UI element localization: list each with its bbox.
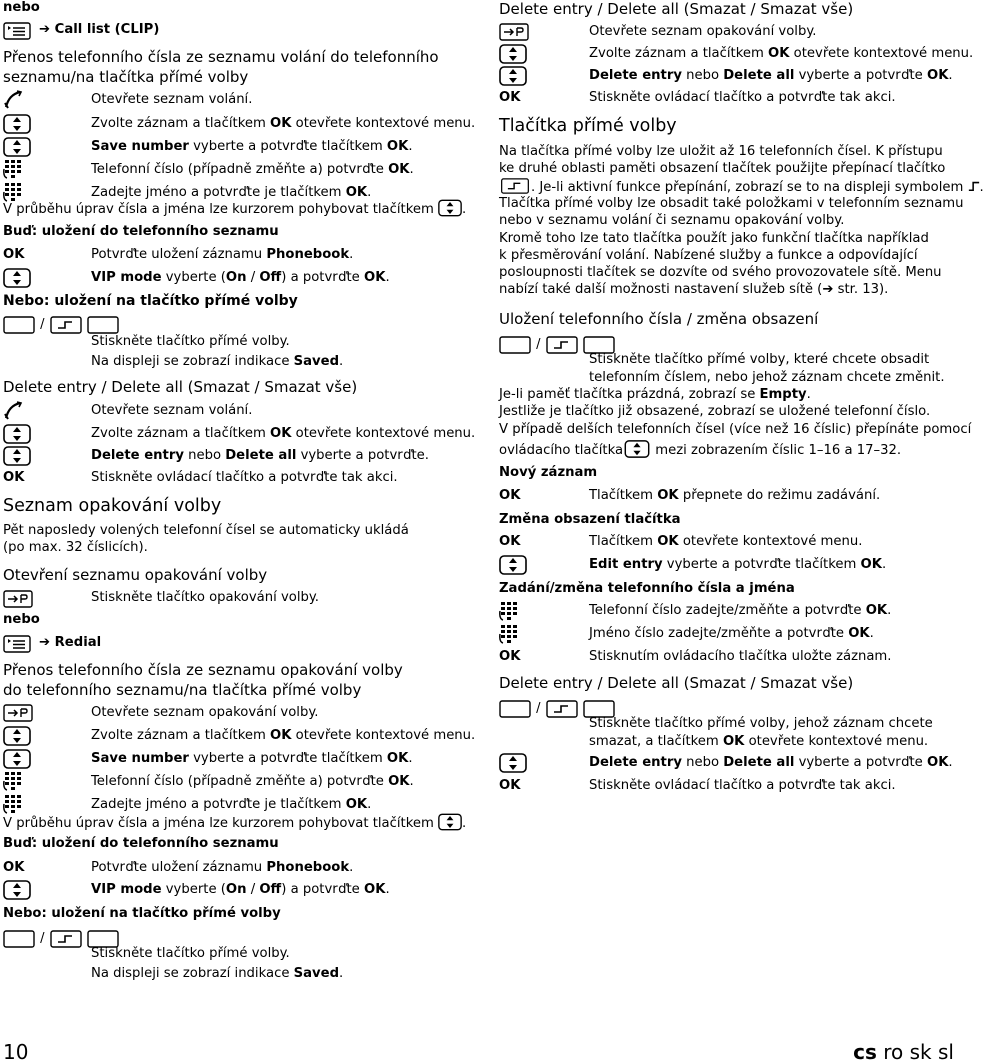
shift-key-icon — [546, 700, 578, 718]
ok-key-label: OK — [499, 90, 521, 105]
shift-key-icon — [50, 930, 82, 948]
redial-heading: Seznam opakování volby — [3, 496, 222, 516]
nav-key-icon — [499, 44, 527, 68]
step-vip-mode-2: VIP mode vyberte (On / Off) a potvrďte OK. — [91, 882, 390, 897]
arrow-icon: ➔ — [39, 22, 51, 37]
direct-p9: nabízí také další možnosti nastavení služeb sítě (➔ str. 13). — [499, 282, 889, 297]
language-code: sk — [909, 1040, 932, 1064]
direct-key-icons: / — [499, 334, 615, 354]
step-open-calllist-2: Otevřete seznam volání. — [91, 403, 253, 418]
direct-key-icon — [3, 316, 35, 334]
step-phone-number: Telefonní číslo (případně změňte a) potvrďte OK. — [91, 162, 414, 177]
either-phonebook-heading: Buď: uložení do telefonního seznamu — [3, 224, 279, 239]
nav-key-icon — [3, 268, 31, 292]
nav-key-icon — [438, 199, 462, 217]
nav-key-icon — [3, 749, 31, 773]
direct-key-icon — [3, 930, 35, 948]
step-select-entry: Zvolte záznam a tlačítkem OK otevřete kontextové menu. — [91, 116, 476, 131]
ok-key-label: OK — [499, 778, 521, 793]
section-title-transfer-redial: Přenos telefonního čísla ze seznamu opakování volby — [3, 661, 403, 679]
step-save-number: Save number vyberte a potvrďte tlačítkem OK. — [91, 139, 413, 154]
or-direct-heading: Nebo: uložení na tlačítko přímé volby — [3, 293, 298, 309]
redial-key-icon — [499, 23, 529, 45]
direct-key-icons: / — [499, 698, 615, 718]
store-press-1: Stiskněte tlačítko přímé volby, které chcete obsadit — [589, 352, 930, 367]
step-vip-mode: VIP mode vyberte (On / Off) a potvrďte OK. — [91, 270, 390, 285]
step-open-redial: Otevřete seznam opakování volby. — [91, 705, 319, 720]
step-confirm-phonebook: Potvrďte uložení záznamu Phonebook. — [91, 247, 354, 262]
redial-key-icon — [3, 590, 33, 612]
ok-key-label: OK — [499, 488, 521, 503]
step-phone-number-2: Telefonní číslo (případně změňte a) potvrďte OK. — [91, 774, 414, 789]
input-heading: Zadání/změna telefonního čísla a jména — [499, 581, 795, 596]
step-delete-select: Delete entry nebo Delete all vyberte a potvrďte. — [91, 448, 429, 463]
direct-keys-heading: Tlačítka přímé volby — [499, 116, 677, 136]
ok-key-label: OK — [499, 534, 521, 549]
store-press-2: telefonním číslem, nebo jehož záznam chcete změnit. — [589, 370, 945, 385]
delete-heading: Delete entry / Delete all (Smazat / Smazat vše) — [3, 378, 358, 396]
step-open-redial-right: Otevřete seznam opakování volby. — [589, 24, 817, 39]
step-enter-name-2: Zadejte jméno a potvrďte je tlačítkem OK. — [91, 797, 372, 812]
page-number: 10 — [3, 1040, 29, 1064]
nav-key-icon — [499, 555, 527, 579]
step-input-save: Stisknutím ovládacího tlačítka uložte záznam. — [589, 649, 892, 664]
direct-key-icon — [87, 316, 119, 334]
redial-text-1: Pět naposledy volených telefonní čísel se automaticky ukládá — [3, 523, 409, 538]
step-press-ok-right-2: Stiskněte ovládací tlačítko a potvrďte tak akci. — [589, 778, 896, 793]
direct-key-icons: / — [3, 928, 119, 948]
shift-key-icon — [546, 336, 578, 354]
direct-key-icon — [499, 336, 531, 354]
redial-text-2: (po max. 32 číslicích). — [3, 540, 148, 555]
direct-key-icon — [583, 700, 615, 718]
step-change-ok: Tlačítkem OK otevřete kontextové menu. — [589, 534, 863, 549]
store-empty: Je-li paměť tlačítka prázdná, zobrazí se Empty. — [499, 387, 811, 402]
shift-key-icon — [50, 316, 82, 334]
menu-key-icon — [3, 635, 31, 657]
direct-key-icons: / — [3, 314, 119, 334]
direct-p5: nebo v seznamu volání či seznamu opakování volby. — [499, 213, 845, 228]
ok-key-label: OK — [3, 470, 25, 485]
direct-p1: Na tlačítka přímé volby lze uložit až 16 telefonních čísel. K přístupu — [499, 144, 943, 159]
step-press-redial: Stiskněte tlačítko opakování volby. — [91, 590, 319, 605]
store-heading: Uložení telefonního čísla / změna obsazení — [499, 310, 819, 328]
store-long-1: V případě delších telefonních čísel (více než 16 číslic) přepínáte pomocí — [499, 422, 972, 437]
keypad-icon — [499, 601, 521, 625]
direct-p7: k přesměrování volání. Nabízené služby a funkce a odpovídající — [499, 248, 918, 263]
delete2-press-1: Stiskněte tlačítko přímé volby, jehož záznam chcete — [589, 716, 933, 731]
menu-key-icon — [3, 22, 31, 44]
menu-path-redial: ➔ Redial — [39, 635, 102, 650]
language-code-active: cs — [853, 1040, 877, 1064]
store-long-2: ovládacího tlačítka mezi zobrazením číslic 1–16 a 17–32. — [499, 440, 901, 459]
menu-path-call-list: ➔ Call list (CLIP) — [39, 22, 160, 37]
ok-key-label: OK — [3, 247, 25, 262]
nav-key-icon — [438, 813, 462, 831]
keypad-icon — [499, 624, 521, 648]
note-during-edit: V průběhu úprav čísla a jména lze kurzorem pohybovat tlačítkem . — [3, 199, 466, 218]
language-code: sl — [938, 1040, 954, 1064]
redial-key-icon — [3, 704, 33, 726]
nav-key-icon — [3, 726, 31, 750]
change-heading: Změna obsazení tlačítka — [499, 512, 681, 527]
nebo-label: nebo — [3, 0, 40, 15]
nav-key-icon — [623, 440, 651, 458]
phone-icon — [3, 90, 23, 114]
step-select-entry-2: Zvolte záznam a tlačítkem OK otevřete kontextové menu. — [91, 426, 476, 441]
step-edit-entry: Edit entry vyberte a potvrďte tlačítkem OK. — [589, 557, 887, 572]
phone-icon — [3, 401, 23, 425]
language-codes — [853, 1040, 954, 1064]
step-press-direct: Stiskněte tlačítko přímé volby. — [91, 334, 290, 349]
step-display-saved-2: Na displeji se zobrazí indikace Saved. — [91, 966, 344, 981]
arrow-icon: ➔ — [822, 282, 834, 297]
delete2-press-2: smazat, a tlačítkem OK otevřete kontextové menu. — [589, 734, 929, 749]
delete-heading-right-2: Delete entry / Delete all (Smazat / Smazat vše) — [499, 674, 854, 692]
direct-p8: posloupnosti tlačítek se dozvíte od svého provozovatele sítě. Menu — [499, 265, 942, 280]
open-redial-heading: Otevření seznamu opakování volby — [3, 566, 268, 584]
nav-key-icon — [3, 880, 31, 904]
direct-key-icon — [87, 930, 119, 948]
direct-p3: . Je-li aktivní funkce přepínání, zobrazí se to na displeji symbolem . — [499, 178, 984, 196]
keypad-icon — [3, 771, 25, 795]
step-select-entry-3: Zvolte záznam a tlačítkem OK otevřete kontextové menu. — [91, 728, 476, 743]
direct-key-icon — [583, 336, 615, 354]
or-direct-heading-2: Nebo: uložení na tlačítko přímé volby — [3, 906, 281, 921]
step-new-entry: Tlačítkem OK přepnete do režimu zadávání. — [589, 488, 881, 503]
nav-key-icon — [499, 66, 527, 90]
step-press-ok: Stiskněte ovládací tlačítko a potvrďte tak akci. — [91, 470, 398, 485]
section-title-transfer-calllist: Přenos telefonního čísla ze seznamu volání do telefonního — [3, 48, 439, 66]
step-delete-select-right-2: Delete entry nebo Delete all vyberte a potvrďte OK. — [589, 755, 953, 770]
nav-key-icon — [3, 424, 31, 448]
step-save-number-2: Save number vyberte a potvrďte tlačítkem OK. — [91, 751, 413, 766]
step-delete-select-right: Delete entry nebo Delete all vyberte a potvrďte OK. — [589, 68, 953, 83]
store-occupied: Jestliže je tlačítko již obsazené, zobrazí se uložené telefonní číslo. — [499, 404, 931, 419]
direct-p6: Kromě toho lze tato tlačítka použít jako funkční tlačítka například — [499, 231, 929, 246]
nebo-label: nebo — [3, 612, 40, 627]
section-title-transfer-redial-2: do telefonního seznamu/na tlačítka přímé volby — [3, 681, 362, 699]
direct-p4: Tlačítka přímé volby lze obsadit také položkami v telefonním seznamu — [499, 196, 964, 211]
direct-key-icon — [499, 700, 531, 718]
arrow-icon: ➔ — [39, 635, 51, 650]
nav-key-icon — [3, 137, 31, 161]
delete-heading-right: Delete entry / Delete all (Smazat / Smazat vše) — [499, 0, 854, 18]
step-input-number: Telefonní číslo zadejte/změňte a potvrďte OK. — [589, 603, 892, 618]
step-confirm-phonebook-2: Potvrďte uložení záznamu Phonebook. — [91, 860, 354, 875]
step-enter-name: Zadejte jméno a potvrďte je tlačítkem OK. — [91, 185, 372, 200]
nav-key-icon — [3, 114, 31, 138]
step-press-ok-right: Stiskněte ovládací tlačítko a potvrďte tak akci. — [589, 90, 896, 105]
keypad-icon — [3, 159, 25, 183]
new-entry-heading: Nový záznam — [499, 465, 598, 480]
step-display-saved: Na displeji se zobrazí indikace Saved. — [91, 354, 344, 369]
ok-key-label: OK — [3, 860, 25, 875]
section-title-transfer-calllist-2: seznamu/na tlačítka přímé volby — [3, 68, 249, 86]
nav-key-icon — [499, 753, 527, 777]
step-input-name: Jméno číslo zadejte/změňte a potvrďte OK. — [589, 626, 874, 641]
shift-key-icon — [499, 178, 531, 194]
nav-key-icon — [3, 446, 31, 470]
shift-symbol-icon — [968, 180, 980, 192]
either-phonebook-heading-2: Buď: uložení do telefonního seznamu — [3, 836, 279, 851]
direct-p2: ke druhé oblasti paměti obsazení tlačítek použijte přepínací tlačítko — [499, 161, 946, 176]
ok-key-label: OK — [499, 649, 521, 664]
language-code: ro — [883, 1040, 904, 1064]
step-open-calllist: Otevřete seznam volání. — [91, 92, 253, 107]
step-select-entry-right: Zvolte záznam a tlačítkem OK otevřete kontextové menu. — [589, 46, 974, 61]
step-press-direct-2: Stiskněte tlačítko přímé volby. — [91, 946, 290, 961]
note-during-edit-2: V průběhu úprav čísla a jména lze kurzorem pohybovat tlačítkem . — [3, 813, 466, 832]
